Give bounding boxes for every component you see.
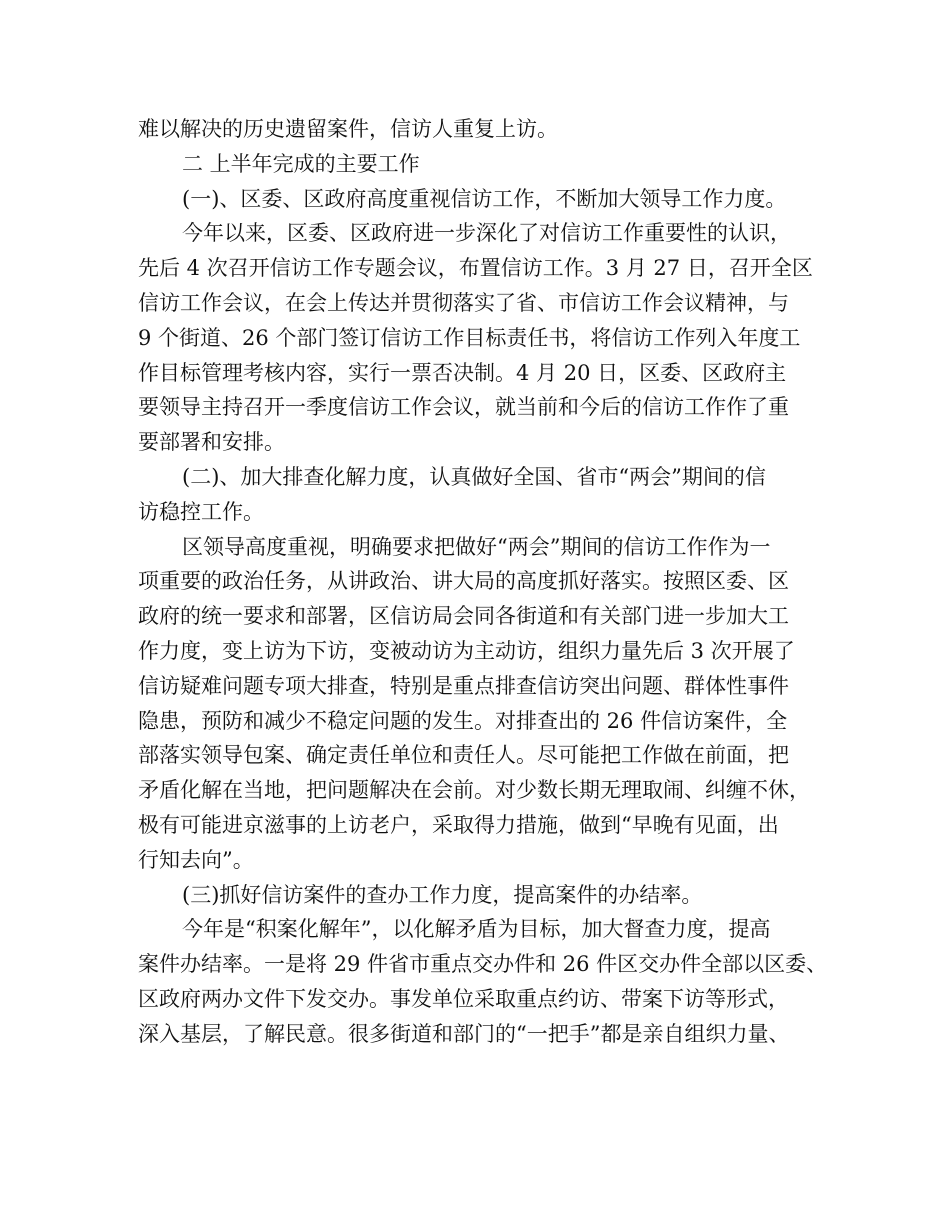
- text-line: 深入基层，了解民意。很多街道和部门的“一把手”都是亲自组织力量、: [138, 1021, 790, 1046]
- text-line: 今年以来，区委、区政府进一步深化了对信访工作重要性的认识，: [182, 221, 791, 246]
- text-line: 要部署和安排。: [138, 430, 285, 455]
- text-line: 要领导主持召开一季度信访工作会议，就当前和今后的信访工作作了重: [138, 395, 789, 420]
- text-line: 今年是“积案化解年”，以化解矛盾为目标，加大督查力度，提高: [182, 917, 771, 942]
- text-line: 政府的统一要求和部署，区信访局会同各街道和有关部门进一步加大工: [138, 604, 789, 629]
- text-line: 先后 4 次召开信访工作专题会议，布置信访工作。3 月 27 日，召开全区: [138, 256, 813, 281]
- text-line: 区政府两办文件下发交办。事发单位采取重点约访、带案下访等形式，: [138, 986, 789, 1011]
- text-line: 信访疑难问题专项大排查，特别是重点排查信访突出问题、群体性事件: [138, 673, 789, 698]
- text-line: 矛盾化解在当地，把问题解决在会前。对少数长期无理取闹、纠缠不休，: [138, 778, 810, 803]
- document-body: [138, 112, 828, 1052]
- text-line: 项重要的政治任务，从讲政治、讲大局的高度抓好落实。按照区委、区: [138, 569, 789, 594]
- text-line: (二)、加大排查化解力度，认真做好全国、省市“两会”期间的信: [182, 464, 766, 489]
- text-line: 作目标管理考核内容，实行一票否决制。4 月 20 日，区委、区政府主: [138, 360, 787, 385]
- text-line: 极有可能进京滋事的上访老户，采取得力措施，做到“早晚有见面，出: [138, 812, 779, 837]
- text-line: (一)、区委、区政府高度重视信访工作，不断加大领导工作力度。: [182, 186, 787, 211]
- text-line: 行知去向”。: [138, 847, 254, 872]
- text-line: (三)抓好信访案件的查办工作力度，提高案件的办结率。: [182, 882, 703, 907]
- text-line: 区领导高度重视，明确要求把做好“两会”期间的信访工作作为一: [182, 534, 771, 559]
- text-line: 部落实领导包案、确定责任单位和责任人。尽可能把工作做在前面，把: [138, 743, 789, 768]
- text-line: 9 个街道、26 个部门签订信访工作目标责任书，将信访工作列入年度工: [138, 325, 801, 350]
- text-line: 案件办结率。一是将 29 件省市重点交办件和 26 件区交办件全部以区委、: [138, 952, 828, 977]
- text-line: 作力度，变上访为下访，变被动访为主动访，组织力量先后 3 次开展了: [138, 638, 795, 663]
- text-line: 难以解决的历史遗留案件，信访人重复上访。: [138, 117, 558, 141]
- text-line: 信访工作会议，在会上传达并贯彻落实了省、市信访工作会议精神，与: [138, 290, 789, 315]
- text-line: 访稳控工作。: [138, 499, 264, 524]
- text-line: 二 上半年完成的主要工作: [182, 151, 420, 176]
- text-line: 隐患，预防和减少不稳定问题的发生。对排查出的 26 件信访案件，全: [138, 708, 788, 733]
